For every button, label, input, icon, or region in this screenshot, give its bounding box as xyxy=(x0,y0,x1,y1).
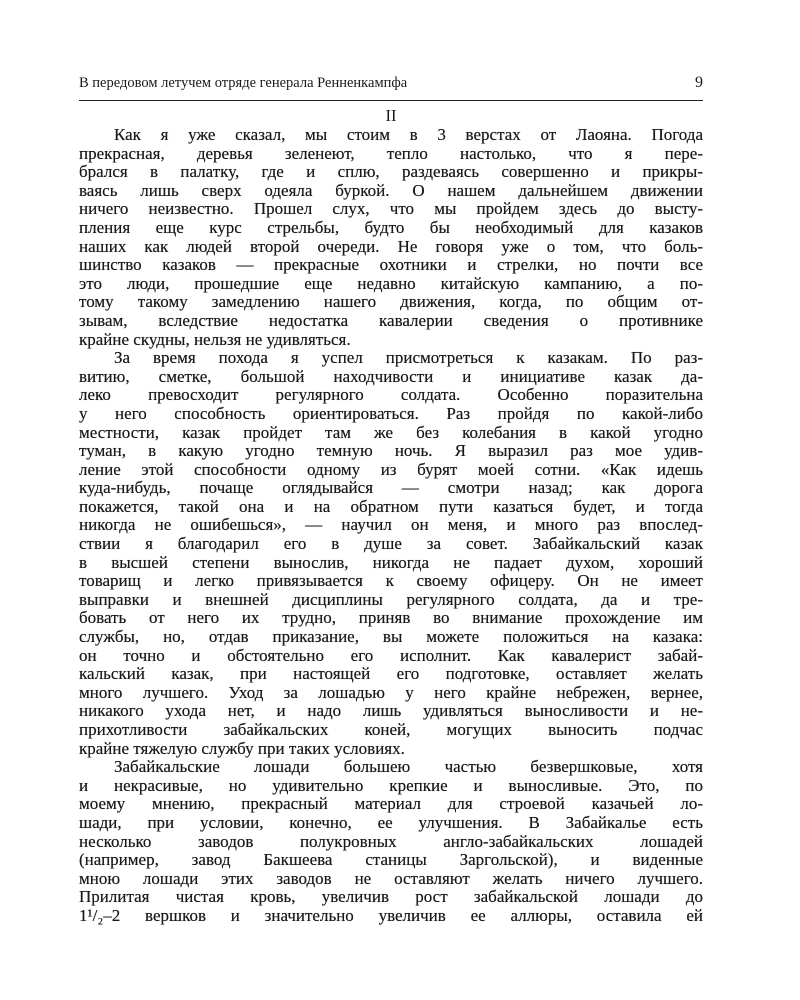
body-text xyxy=(79,126,703,926)
text-line: зывам, вследствие недостатка кавалерии сведения о противнике xyxy=(79,310,703,330)
paragraph xyxy=(79,758,703,925)
text-line: местности, казак пройдет там же без колебания в какой угодно xyxy=(79,422,703,442)
text-line: туман, в какую угодно темную ночь. Я выразил раз мое удив- xyxy=(79,441,703,461)
paragraph xyxy=(79,349,703,758)
text-line: леко превосходит регулярного солдата. Особенно поразительна xyxy=(79,385,703,405)
text-line: товарищ и легко привязывается к своему офицеру. Он не имеет xyxy=(79,571,703,591)
text-line: Как я уже сказал, мы стоим в 3 верстах от Лаояна. Погода xyxy=(114,125,703,144)
text-line: За время похода я успел присмотреться к казакам. По раз- xyxy=(114,348,703,368)
chapter-number: II xyxy=(385,106,397,125)
running-title: В передовом летучем отряде генерала Ренненкампфа xyxy=(79,75,408,91)
text-line: пления еще курс стрельбы, будто бы необходимый для казаков xyxy=(79,217,703,237)
text-line: наших как людей второй очереди. Не говоря уже о том, что боль- xyxy=(79,236,703,256)
text-line: шади, при условии, конечно, ее улучшения. В Забайкалье есть xyxy=(79,812,703,832)
text-line: у него способность ориентироваться. Раз пройдя по какой-либо xyxy=(79,403,703,423)
text-line: в высшей степени вынослив, никогда не падает духом, хороший xyxy=(79,552,703,572)
book-page xyxy=(79,74,703,926)
text-line: много лучшего. Уход за лошадью у него крайне небрежен, вернее, xyxy=(79,682,703,702)
header-rule xyxy=(79,100,703,101)
text-line: шинство казаков — прекрасные охотники и стрелки, но почти все xyxy=(79,255,703,275)
text-line: крайне тяжелую службу при таких условиях. xyxy=(79,738,405,758)
text-line: 1¹/₂–2 вершков и значительно увеличив ее аллюры, оставила ей xyxy=(79,905,703,925)
text-line: и некрасивые, но удивительно крепкие и выносливые. Это, по xyxy=(79,775,703,795)
paragraph xyxy=(79,126,703,349)
text-line: ничего неизвестно. Прошел слух, что мы пройдем здесь до высту- xyxy=(79,199,703,219)
text-line: службы, но, отдав приказание, вы можете положиться на казака: xyxy=(79,627,703,647)
text-line: несколько заводов полукровных англо-забайкальских лошадей xyxy=(79,831,703,851)
text-line: прекрасная, деревья зеленеют, тепло настолько, что я пере- xyxy=(79,143,703,163)
text-line: прихотливости забайкальских коней, могущих выносить подчас xyxy=(79,720,703,739)
text-line: мною лошади этих заводов не оставляют желать ничего лучшего. xyxy=(79,868,703,888)
text-line: крайне скудны, нельзя не удивляться. xyxy=(79,329,351,349)
text-line: выправки и внешней дисциплины регулярного солдата, да и тре- xyxy=(79,589,703,609)
text-line: Прилитая чистая кровь, увеличив рост забайкальской лошади до xyxy=(79,887,703,907)
text-line: куда-нибудь, почаще оглядывайся — смотри назад; как дорога xyxy=(79,478,703,498)
text-line: моему мнению, прекрасный материал для строевой казачьей ло- xyxy=(79,794,703,814)
text-line: покажется, такой она и на обратном пути казаться будет, и тогда xyxy=(79,496,703,516)
text-line: ваясь лишь сверх одеяла буркой. О нашем дальнейшем движении xyxy=(79,180,703,200)
text-line: он точно и обстоятельно его исполнит. Как кавалерист забай- xyxy=(79,645,703,665)
text-line: это люди, прошедшие еще недавно китайскую кампанию, а по- xyxy=(79,273,703,293)
running-header xyxy=(79,74,703,96)
text-line: ление этой способности одному из бурят моей сотни. «Как идешь xyxy=(79,459,703,479)
text-line: никакого ухода нет, и надо лишь удивляться выносливости и не- xyxy=(79,701,703,721)
text-line: Забайкальские лошади большею частью безвершковые, хотя xyxy=(114,757,703,777)
page-number: 9 xyxy=(695,74,703,91)
text-line: никогда не ошибешься», — научил он меня, и много раз впослед- xyxy=(79,515,703,535)
text-line: ствии я благодарил его в душе за совет. Забайкальский казак xyxy=(79,534,703,554)
text-line: брался в палатку, где и сплю, раздеваясь совершенно и прикры- xyxy=(79,162,703,182)
text-line: бовать от него их трудно, приняв во внимание прохождение им xyxy=(79,608,703,628)
text-line: (например, завод Бакшеева станицы Заргольской), и виденные xyxy=(79,850,703,870)
text-line: тому такому замедлению нашего движения, когда, по общим от- xyxy=(79,292,703,312)
text-line: витию, сметке, большой находчивости и инициативе казак да- xyxy=(79,366,703,386)
text-line: кальский казак, при настоящей его подготовке, оставляет желать xyxy=(79,664,703,684)
